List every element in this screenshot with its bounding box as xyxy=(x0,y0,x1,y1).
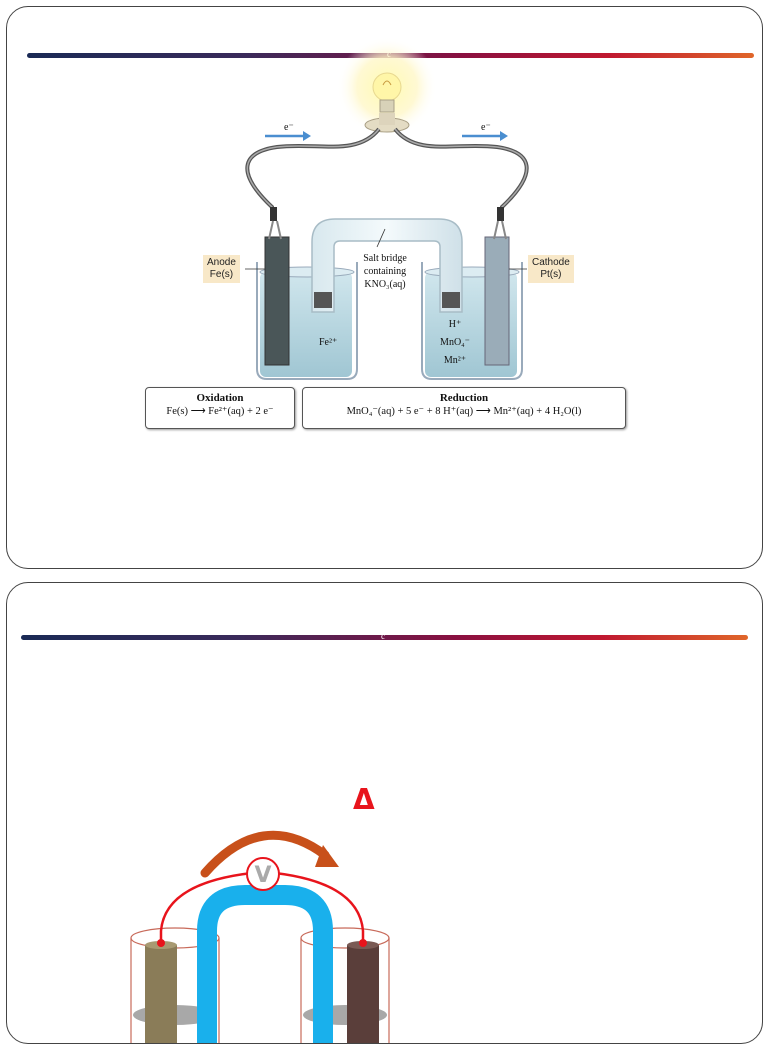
right-beaker-ion-2: MnO₄⁻ xyxy=(440,337,470,348)
anode-label xyxy=(203,255,240,283)
reduction-title: Reduction xyxy=(439,392,489,404)
salt-bridge-label-line3: KNO₃(aq) xyxy=(364,279,406,290)
voltaic-cell-schematic xyxy=(7,583,762,1043)
voltmeter-label: V xyxy=(254,863,272,888)
salt-bridge-label-line2: containing xyxy=(363,266,407,277)
anode-label-line2: Fe(s) xyxy=(209,269,234,280)
oxidation-box xyxy=(145,387,295,429)
right-beaker-ion-1: H⁺ xyxy=(448,319,462,330)
slide-2 xyxy=(6,582,763,1044)
cathode-electrode xyxy=(485,237,509,365)
cathode-label-line1: Cathode xyxy=(532,257,570,268)
right-beaker-ion-3: Mn²⁺ xyxy=(443,355,467,366)
salt-bridge-label-line1: Salt bridge xyxy=(363,253,407,264)
left-beaker-ion: Fe²⁺ xyxy=(319,337,338,348)
title-bar-mark: c xyxy=(381,631,385,641)
salt-bridge xyxy=(207,895,323,1043)
electron-label-right: e⁻ xyxy=(481,122,491,133)
oxidation-equation: Fe(s) ⟶ Fe²⁺(aq) + 2 e⁻ xyxy=(166,406,274,417)
reduction-equation: MnO₄⁻(aq) + 5 e⁻ + 8 H⁺(aq) ⟶ Mn²⁺(aq) + 4 H₂O(l) xyxy=(346,406,582,417)
cathode-label-line2: Pt(s) xyxy=(540,269,562,280)
slide-1 xyxy=(6,6,763,569)
galvanic-cell-diagram xyxy=(7,7,762,568)
delta-symbol: Δ xyxy=(353,783,375,816)
right-electrode xyxy=(347,941,379,1043)
light-bulb-icon xyxy=(337,37,437,137)
oxidation-title: Oxidation xyxy=(196,392,244,404)
cathode-label xyxy=(528,255,574,283)
anode-label-line1: Anode xyxy=(207,257,236,268)
voltmeter-icon xyxy=(247,858,279,890)
reduction-box xyxy=(302,387,626,429)
electron-label-left: e⁻ xyxy=(284,122,294,133)
anode-electrode xyxy=(265,237,289,365)
left-electrode xyxy=(145,941,177,1043)
